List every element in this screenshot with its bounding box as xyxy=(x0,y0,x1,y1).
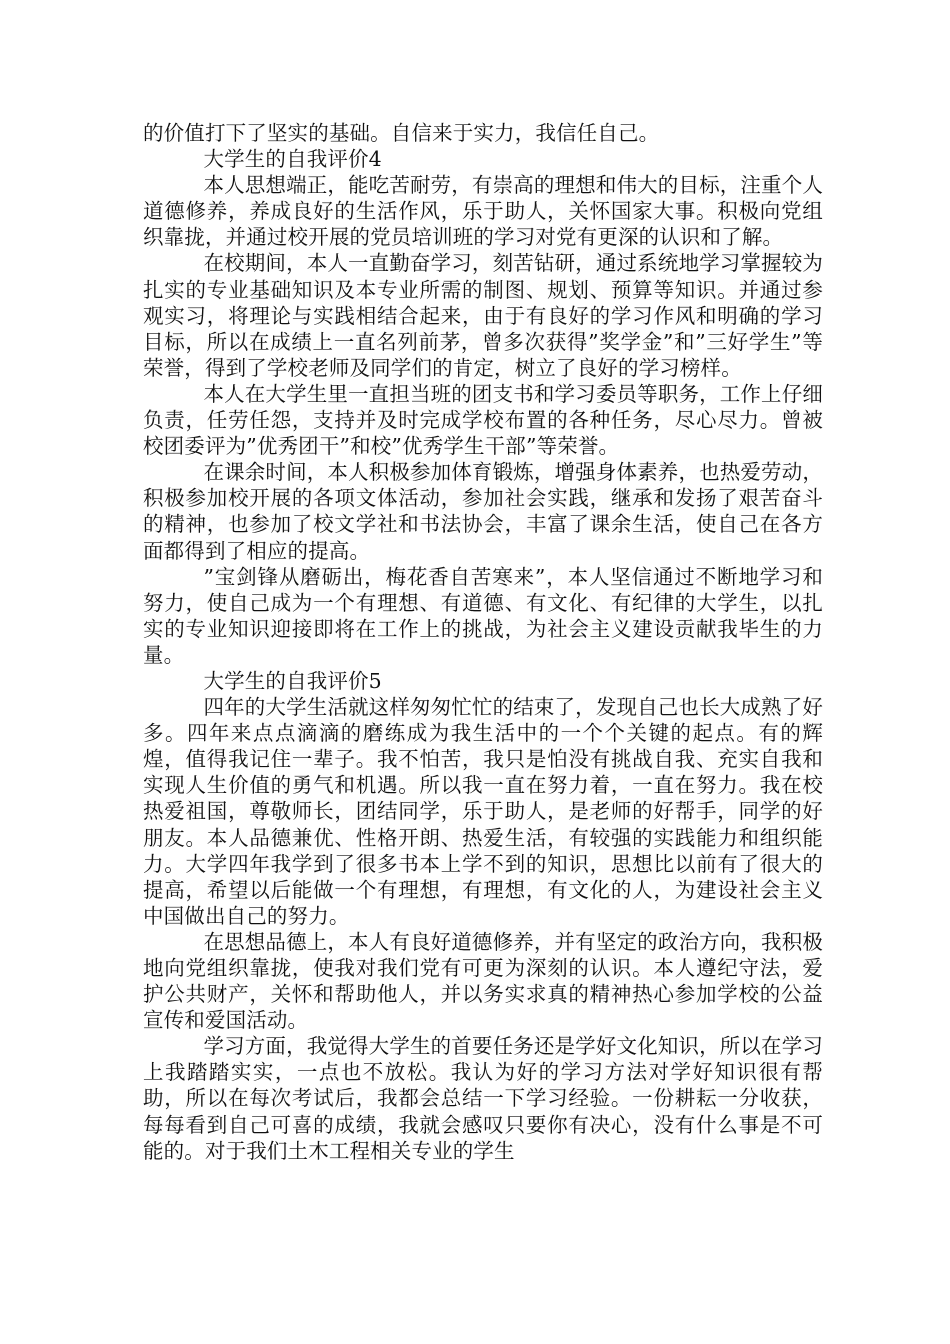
paragraph: 学习方面，我觉得大学生的首要任务还是学好文化知识，所以在学习上我踏踏实实，一点也不放松。我认为好的学习方法对学好知识很有帮助，所以在每次考试后，我都会总结一下学习经验。一份耕耘一分收获，每每看到自己可喜的成绩，我就会感叹只要你有决心，没有什么事是不可能的。对于我们土木工程相关专业的学生 xyxy=(143,1034,823,1163)
paragraph: 本人思想端正，能吃苦耐劳，有崇高的理想和伟大的目标，注重个人道德修养，养成良好的生活作风，乐于助人，关怀国家大事。积极向党组织靠拢，并通过校开展的党员培训班的学习对党有更深的认识和了解。 xyxy=(143,173,823,250)
paragraph: 在课余时间，本人积极参加体育锻炼，增强身体素养，也热爱劳动，积极参加校开展的各项文体活动，参加社会实践，继承和发扬了艰苦奋斗的精神，也参加了校文学社和书法协会，丰富了课余生活，使自己在各方面都得到了相应的提高。 xyxy=(143,460,823,563)
section-heading-4: 大学生的自我评价4 xyxy=(203,147,382,172)
paragraph: 四年的大学生活就这样匆匆忙忙的结束了，发现自己也长大成熟了好多。四年来点点滴滴的磨练成为我生活中的一个个关键的起点。有的辉煌，值得我记住一辈子。我不怕苦，我只是怕没有挑战自我、充实自我和实现人生价值的勇气和机遇。所以我一直在努力着，一直在努力。我在校热爱祖国，尊敬师长，团结同学，乐于助人，是老师的好帮手，同学的好朋友。本人品德兼优、性格开朗、热爱生活，有较强的实践能力和组织能力。大学四年我学到了很多书本上学不到的知识，思想比以前有了很大的提高，希望以后能做一个有理想，有理想，有文化的人，为建设社会主义中国做出自己的努力。 xyxy=(143,695,823,928)
paragraph-continuation: 的价值打下了坚实的基础。自信来于实力，我信任自己。 xyxy=(143,121,660,145)
section-heading-5: 大学生的自我评价5 xyxy=(203,668,382,693)
paragraph: 在思想品德上，本人有良好道德修养，并有坚定的政治方向，我积极地向党组织靠拢，使我对我们党有可更为深刻的认识。本人遵纪守法，爱护公共财产，关怀和帮助他人，并以务实求真的精神热心参加学校的公益宣传和爱国活动。 xyxy=(143,929,823,1033)
paragraph: 在校期间，本人一直勤奋学习，刻苦钻研，通过系统地学习掌握较为扎实的专业基础知识及本专业所需的制图、规划、预算等知识。并通过参观实习，将理论与实践相结合起来，由于有良好的学习作风和明确的学习目标，所以在成绩上一直名列前茅，曾多次获得”奖学金”和”三好学生”等荣誉，得到了学校老师及同学们的肯定，树立了良好的学习榜样。 xyxy=(143,251,823,380)
paragraph: 本人在大学生里一直担当班的团支书和学习委员等职务，工作上仔细负责，任劳任怨，支持并及时完成学校布置的各种任务，尽心尽力。曾被校团委评为”优秀团干”和校”优秀学生干部”等荣誉。 xyxy=(143,381,823,459)
document-body xyxy=(143,120,823,1164)
paragraph: ”宝剑锋从磨砺出，梅花香自苦寒来”，本人坚信通过不断地学习和努力，使自己成为一个有理想、有道德、有文化、有纪律的大学生，以扎实的专业知识迎接即将在工作上的挑战，为社会主义建设贡献我毕生的力量。 xyxy=(143,564,823,667)
